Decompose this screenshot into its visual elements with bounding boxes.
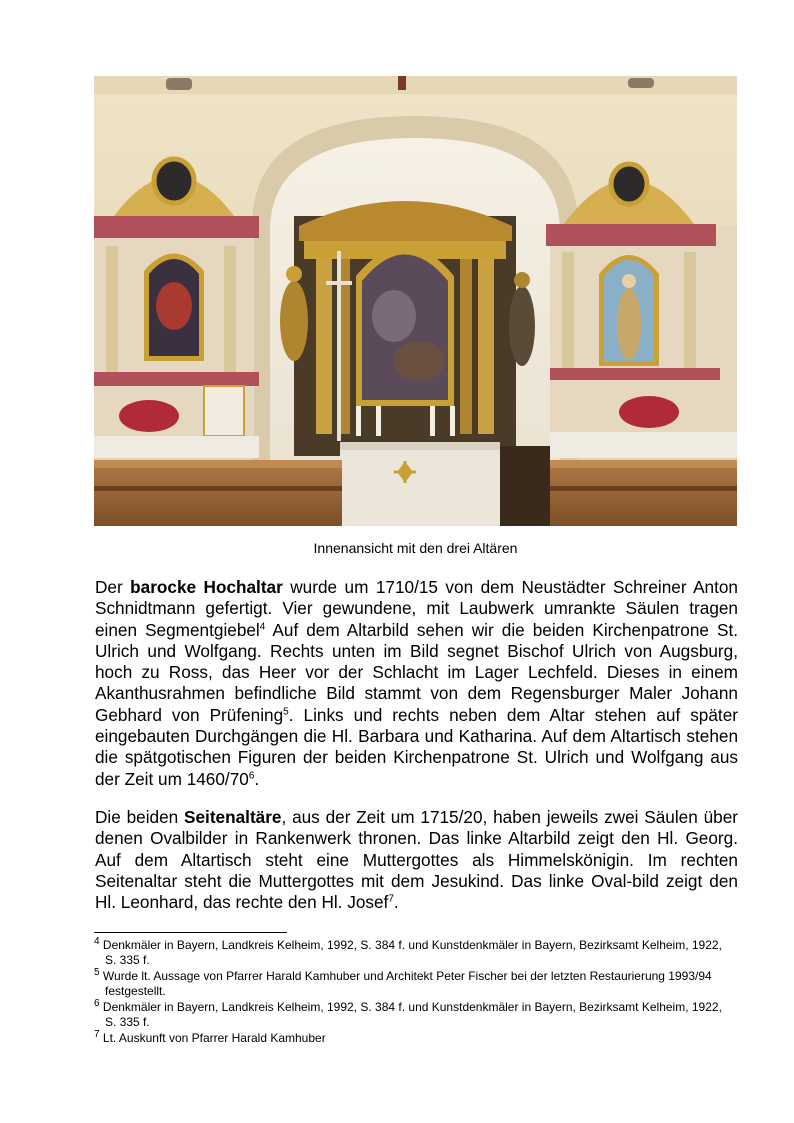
church-interior-photo: [94, 76, 737, 526]
footnote-number: 7: [94, 1029, 100, 1040]
footnote-4: [94, 938, 734, 968]
footnote-6: [94, 1000, 734, 1030]
footnote-ref-7[interactable]: 7: [388, 893, 394, 905]
footnote-ref-4[interactable]: 4: [259, 620, 266, 632]
footnote-separator: [94, 932, 287, 933]
text: Auf dem Altarbild sehen wir die beiden Kirchenpatrone St. Ulrich und Wolfgang. Rechts unten im Bild segnet Bischof Ulrich von Augsburg, hoch zu Ross, das Heer vor der Schlacht im Lager Lechfeld. Dieses in einem Akanthusrahmen befindliche Bild stammt von dem Regensburger Maler Johann Gebhard von Prüfening: [95, 619, 739, 725]
footnote-text: Wurde lt. Aussage von Pfarrer Harald Kamhuber und Architekt Peter Fischer bei der letzten Restaurierung 1993/94 festgestellt.: [102, 969, 712, 998]
footnote-7: [94, 1031, 734, 1046]
footnote-ref-6[interactable]: 6: [248, 769, 255, 781]
footnote-text: Denkmäler in Bayern, Landkreis Kelheim, 1992, S. 384 f. und Kunstdenkmäler in Bayern, Bezirksamt Kelheim, 1922, S. 335 f.: [102, 938, 722, 967]
footnote-text: Lt. Auskunft von Pfarrer Harald Kamhuber: [102, 1031, 326, 1045]
footnote-number: 6: [94, 998, 100, 1009]
text: . Links und rechts neben dem Altar stehen auf später eingebauten Durchgängen die Hl. Barbara und Katharina. Auf dem Altartisch stehen die spätgotischen Figuren der beiden Kirchenpatrone St. Ulrich und Wolfgang aus der Zeit um 1460/70: [95, 704, 738, 789]
photo-caption: Innenansicht mit den drei Altären: [313, 540, 518, 556]
text: Der: [95, 577, 131, 597]
text: , aus der Zeit um 1715/20, haben jeweils zwei Säulen über denen Ovalbilder in Rankenwerk thronen. Das linke Altarbild zeigt den Hl. Georg. Auf dem Altartisch steht eine Muttergottes als Himmelskönigin. Im rechten Seitenaltar steht die Muttergottes mit dem Jesukind. Das linke Oval-bild zeigt den Hl. Leonhard, das rechte den Hl. Josef: [95, 807, 739, 913]
paragraph-side-altars: [95, 807, 738, 913]
footnotes: [94, 938, 734, 1047]
altar-illustration: [94, 76, 737, 526]
footnote-text: Denkmäler in Bayern, Landkreis Kelheim, 1992, S. 384 f. und Kunstdenkmäler in Bayern, Bezirksamt Kelheim, 1922, S. 335 f.: [102, 1000, 722, 1029]
footnote-number: 5: [94, 967, 100, 978]
paragraph-high-altar: [95, 577, 738, 790]
footnote-number: 4: [94, 936, 100, 947]
footnote-ref-5[interactable]: 5: [283, 706, 289, 718]
text: wurde um 1710/15 von dem Neustädter Schreiner Anton Schnidtmann gefertigt. Vier gewundene, mit Laubwerk umrankte Säulen tragen einen Segmentgiebel: [95, 577, 738, 640]
footnote-5: [94, 969, 734, 999]
emphasis-high-altar: barocke Hochaltar: [130, 577, 283, 597]
emphasis-side-altars: Seitenaltäre: [184, 807, 282, 827]
text: .: [254, 768, 260, 789]
text: Die beiden: [95, 807, 185, 827]
text: .: [393, 892, 399, 913]
